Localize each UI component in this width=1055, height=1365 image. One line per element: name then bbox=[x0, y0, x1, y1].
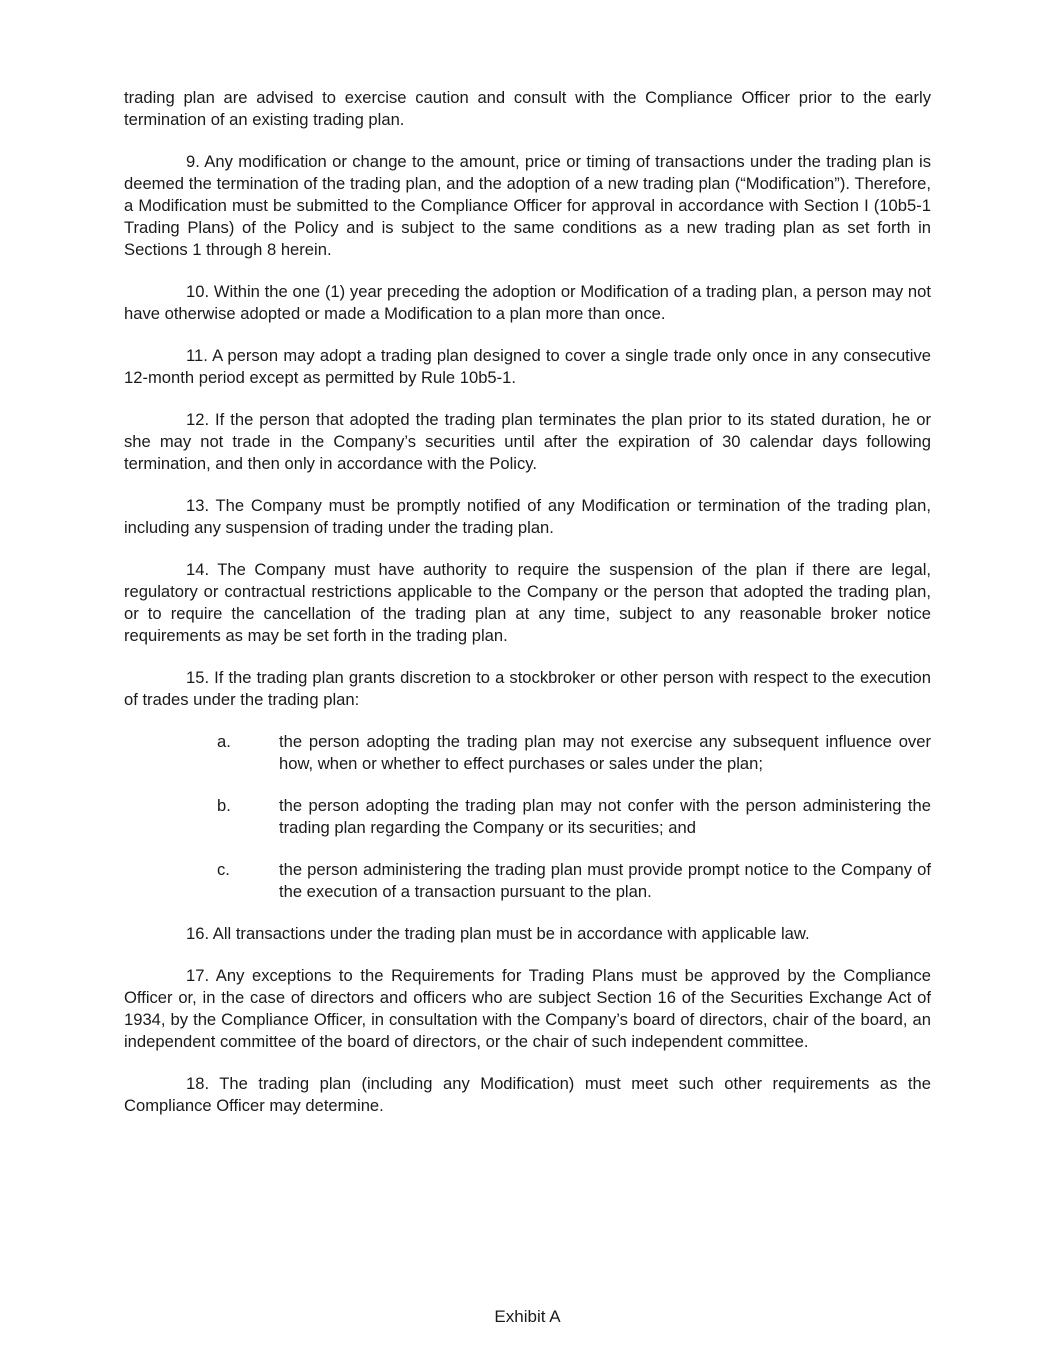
paragraph-11: 11. A person may adopt a trading plan designed to cover a single trade only once in any consecutive 12-month period except as permitted by Rule 10b5-1. bbox=[124, 346, 931, 387]
paragraph-14: 14. The Company must have authority to require the suspension of the plan if there are legal, regulatory or contractual restrictions applicable to the Company or the person that adopted the trading plan, or to require the cancellation of the trading plan at any time, subject to any reasonable broker notice requirements as may be set forth in the trading plan. bbox=[124, 560, 931, 645]
page-footer: Exhibit A bbox=[494, 1307, 561, 1326]
paragraph-13: 13. The Company must be promptly notified of any Modification or termination of the trading plan, including any suspension of trading under the trading plan. bbox=[124, 496, 931, 537]
paragraph-17: 17. Any exceptions to the Requirements for Trading Plans must be approved by the Compliance Officer or, in the case of directors and officers who are subject Section 16 of the Securities Exchange Act of 1934, by the Compliance Officer, in consultation with the Company’s board of directors, chair of the board, an independent committee of the board of directors, or the chair of such independent committee. bbox=[124, 966, 931, 1051]
sub-item-label: b. bbox=[217, 796, 231, 815]
paragraph-10: 10. Within the one (1) year preceding the adoption or Modification of a trading plan, a person may not have otherwise adopted or made a Modification to a plan more than once. bbox=[124, 282, 931, 323]
sub-item-text: the person adopting the trading plan may not confer with the person administering the trading plan regarding the Company or its securities; and bbox=[279, 796, 931, 837]
paragraph-16: 16. All transactions under the trading plan must be in accordance with applicable law. bbox=[186, 924, 810, 943]
paragraph-9: 9. Any modification or change to the amount, price or timing of transactions under the trading plan is deemed the termination of the trading plan, and the adoption of a new trading plan (“Modification”). Therefore, a Modification must be submitted to the Compliance Officer for approval in accordance with Section I (10b5-1 Trading Plans) of the Policy and is subject to the same conditions as a new trading plan as set forth in Sections 1 through 8 herein. bbox=[124, 152, 931, 259]
document-body bbox=[124, 87, 931, 1137]
paragraph-15: 15. If the trading plan grants discretion to a stockbroker or other person with respect to the execution of trades under the trading plan: bbox=[124, 668, 931, 709]
sub-item-label: a. bbox=[217, 732, 231, 751]
sub-item-c bbox=[124, 859, 931, 903]
sub-item-b bbox=[124, 795, 931, 839]
paragraph-12: 12. If the person that adopted the trading plan terminates the plan prior to its stated duration, he or she may not trade in the Company’s securities until after the expiration of 30 calendar days following termination, and then only in accordance with the Policy. bbox=[124, 410, 931, 473]
sub-item-label: c. bbox=[217, 860, 230, 879]
paragraph-18: 18. The trading plan (including any Modification) must meet such other requirements as the Compliance Officer may determine. bbox=[124, 1074, 931, 1115]
paragraph-continuation: trading plan are advised to exercise caution and consult with the Compliance Officer prior to the early termination of an existing trading plan. bbox=[124, 88, 931, 129]
sub-item-text: the person administering the trading plan must provide prompt notice to the Company of the execution of a transaction pursuant to the plan. bbox=[279, 860, 931, 901]
sub-item-a bbox=[124, 731, 931, 775]
sub-item-text: the person adopting the trading plan may not exercise any subsequent influence over how, when or whether to effect purchases or sales under the plan; bbox=[279, 732, 931, 773]
